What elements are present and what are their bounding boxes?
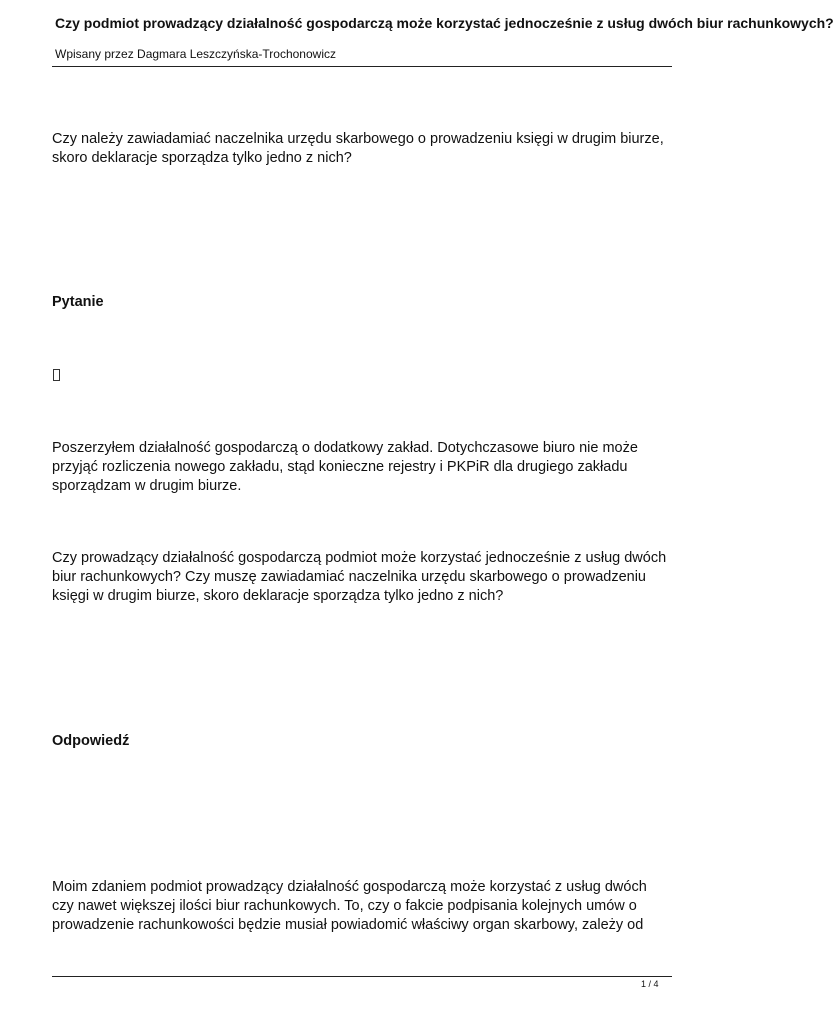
byline: Wpisany przez Dagmara Leszczyńska-Trochonowicz	[55, 47, 336, 61]
question-paragraph-1	[52, 439, 677, 496]
header-rule	[52, 66, 672, 67]
question-heading: Pytanie	[52, 294, 104, 310]
answer-heading: Odpowiedź	[52, 733, 130, 749]
answer-line: prowadzenie rachunkowości będzie musiał powiadomić właściwy organ skarbowy, zależy od	[52, 917, 644, 933]
question-line: Poszerzyłem działalność gospodarczą o dodatkowy zakład. Dotychczasowe biuro nie może	[52, 440, 638, 456]
page-title: Czy podmiot prowadzący działalność gospodarczą może korzystać jednocześnie z usług dwóch biur rachunkowych?	[55, 15, 834, 31]
intro-line: skoro deklaracje sporządza tylko jedno z nich?	[52, 150, 352, 166]
missing-glyph-icon	[53, 369, 60, 381]
intro-paragraph	[52, 130, 677, 168]
page-number: 1 / 4	[641, 979, 659, 989]
question-paragraph-2	[52, 549, 677, 606]
question-line: Czy prowadzący działalność gospodarczą podmiot może korzystać jednocześnie z usług dwóch	[52, 550, 667, 566]
question-line: biur rachunkowych? Czy muszę zawiadamiać naczelnika urzędu skarbowego o prowadzeniu	[52, 569, 646, 585]
footer-rule	[52, 976, 672, 977]
question-line: sporządzam w drugim biurze.	[52, 478, 242, 494]
question-line: księgi w drugim biurze, skoro deklaracje sporządza tylko jedno z nich?	[52, 588, 504, 604]
intro-line: Czy należy zawiadamiać naczelnika urzędu skarbowego o prowadzeniu księgi w drugim biurze,	[52, 131, 664, 147]
answer-paragraph-1	[52, 878, 677, 935]
answer-line: Moim zdaniem podmiot prowadzący działalność gospodarczą może korzystać z usług dwóch	[52, 879, 647, 895]
answer-line: czy nawet większej ilości biur rachunkowych. To, czy o fakcie podpisania kolejnych umów o	[52, 898, 637, 914]
question-line: przyjąć rozliczenia nowego zakładu, stąd konieczne rejestry i PKPiR dla drugiego zakładu	[52, 459, 628, 475]
